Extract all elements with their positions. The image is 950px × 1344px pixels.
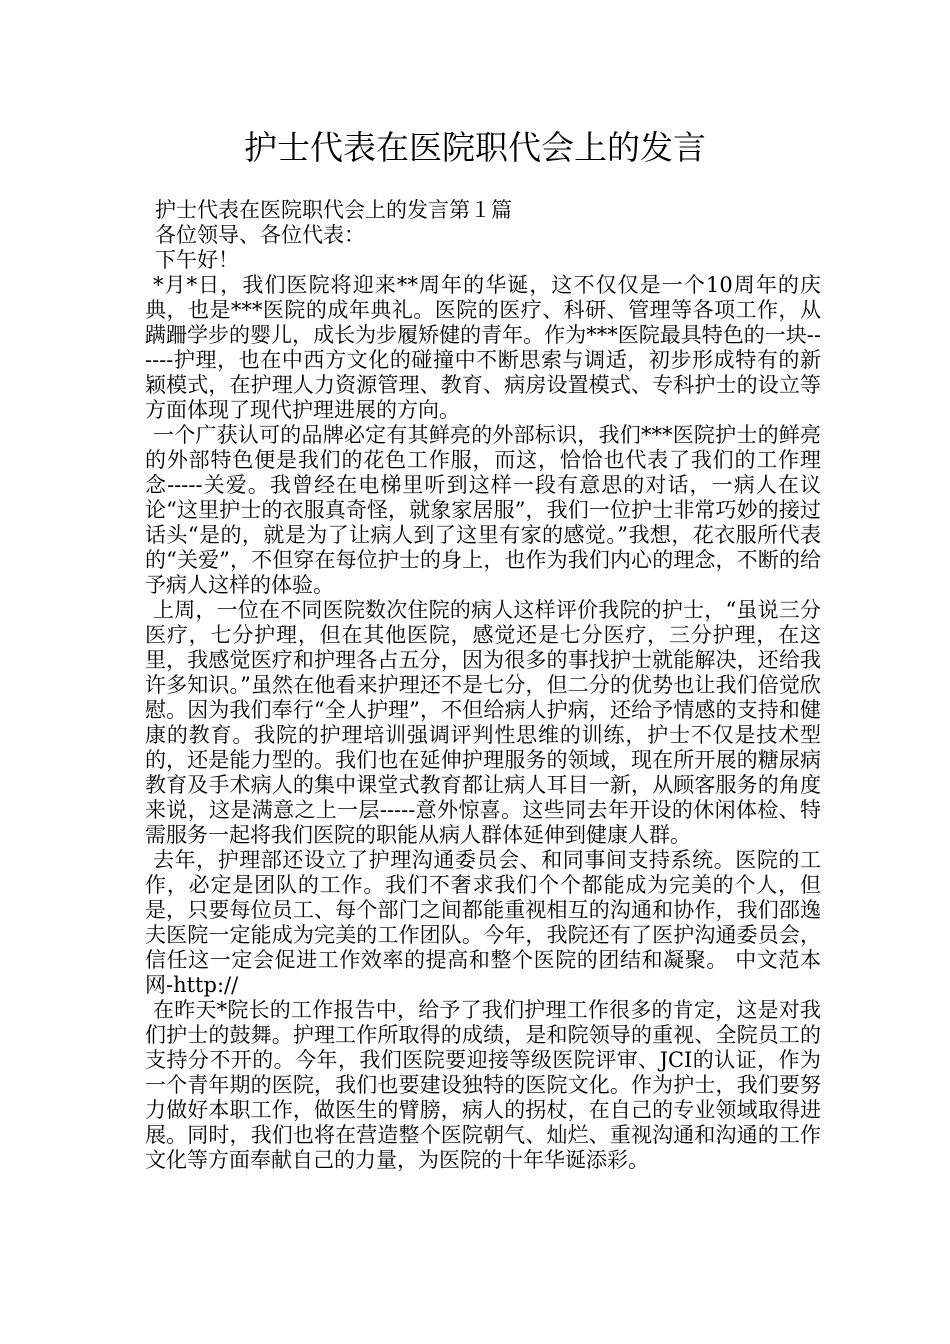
paragraph-4: 去年，护理部还设立了护理沟通委员会、和同事间支持系统。医院的工作，必定是团队的工作。我们不奢求我们个个都能成为完美的个人，但是，只要每位员工、每个部门之间都能重视相互的沟通和协作，我们邵逸夫医院一定能成为完美的工作团队。今年，我院还有了医护沟通委员会，信任这一定会促进工作效率的提高和整个医院的团结和凝聚。 中文范本网-http:// [145, 848, 821, 997]
subtitle: 护士代表在医院职代会上的发言第１篇 [155, 198, 512, 222]
paragraph-3: 上周，一位在不同医院数次住院的病人这样评价我院的护士，“虽说三分医疗，七分护理，但在其他医院，感觉还是七分医疗，三分护理，在这里，我感觉医疗和护理各占五分，因为很多的事找护士就能解决，还给我许多知识。”虽然在他看来护理还不是七分，但二分的优势也让我们倍觉欣慰。因为我们奉行“全人护理”，不但给病人护病，还给予情感的支持和健康的教育。我院的护理培训强调评判性思维的训练，护士不仅是技术型的，还是能力型的。我们也在延伸护理服务的领域，现在所开展的糖尿病教育及手术病人的集中课堂式教育都让病人耳目一新，从顾客服务的角度来说，这是满意之上一层-----意外惊喜。这些同去年开设的休闲体检、特需服务一起将我们医院的职能从病人群体延伸到健康人群。 [145, 598, 821, 847]
greeting: 下午好！ [155, 248, 239, 272]
document-title: 护士代表在医院职代会上的发言 [244, 128, 706, 167]
paragraph-1: *月*日，我们医院将迎来**周年的华诞，这不仅仅是一个10周年的庆典，也是***医院的成年典礼。医院的医疗、科研、管理等各项工作，从蹒跚学步的婴儿，成长为步履矫健的青年。作为***医院最具特色的一块------护理，也在中西方文化的碰撞中不断思索与调适，初步形成特有的新颖模式，在护理人力资源管理、教育、病房设置模式、专科护士的设立等方面体现了现代护理进展的方向。 [145, 273, 821, 422]
paragraph-2: 一个广获认可的品牌必定有其鲜亮的外部标识，我们***医院护士的鲜亮的外部特色便是我们的花色工作服，而这，恰恰也代表了我们的工作理念-----关爱。我曾经在电梯里听到这样一段有意思的对话，一病人在议论“这里护士的衣服真奇怪，就象家居服”，我们一位护士非常巧妙的接过话头“是的，就是为了让病人到了这里有家的感觉。”我想，花衣服所代表的“关爱”，不但穿在每位护士的身上，也作为我们内心的理念，不断的给予病人这样的体验。 [145, 423, 821, 597]
document-body [145, 198, 821, 1173]
paragraph-5: 在昨天*院长的工作报告中，给予了我们护理工作很多的肯定，这是对我们护士的鼓舞。护理工作所取得的成绩，是和院领导的重视、全院员工的支持分不开的。今年，我们医院要迎接等级医院评审、JCI的认证，作为一个青年期的医院，我们也要建设独特的医院文化。作为护士，我们要努力做好本职工作，做医生的臂膀，病人的拐杖，在自己的专业领域取得进展。同时，我们也将在营造整个医院朝气、灿烂、重视沟通和沟通的工作文化等方面奉献自己的力量，为医院的十年华诞添彩。 [145, 998, 821, 1172]
salutation: 各位领导、各位代表： [155, 223, 365, 247]
